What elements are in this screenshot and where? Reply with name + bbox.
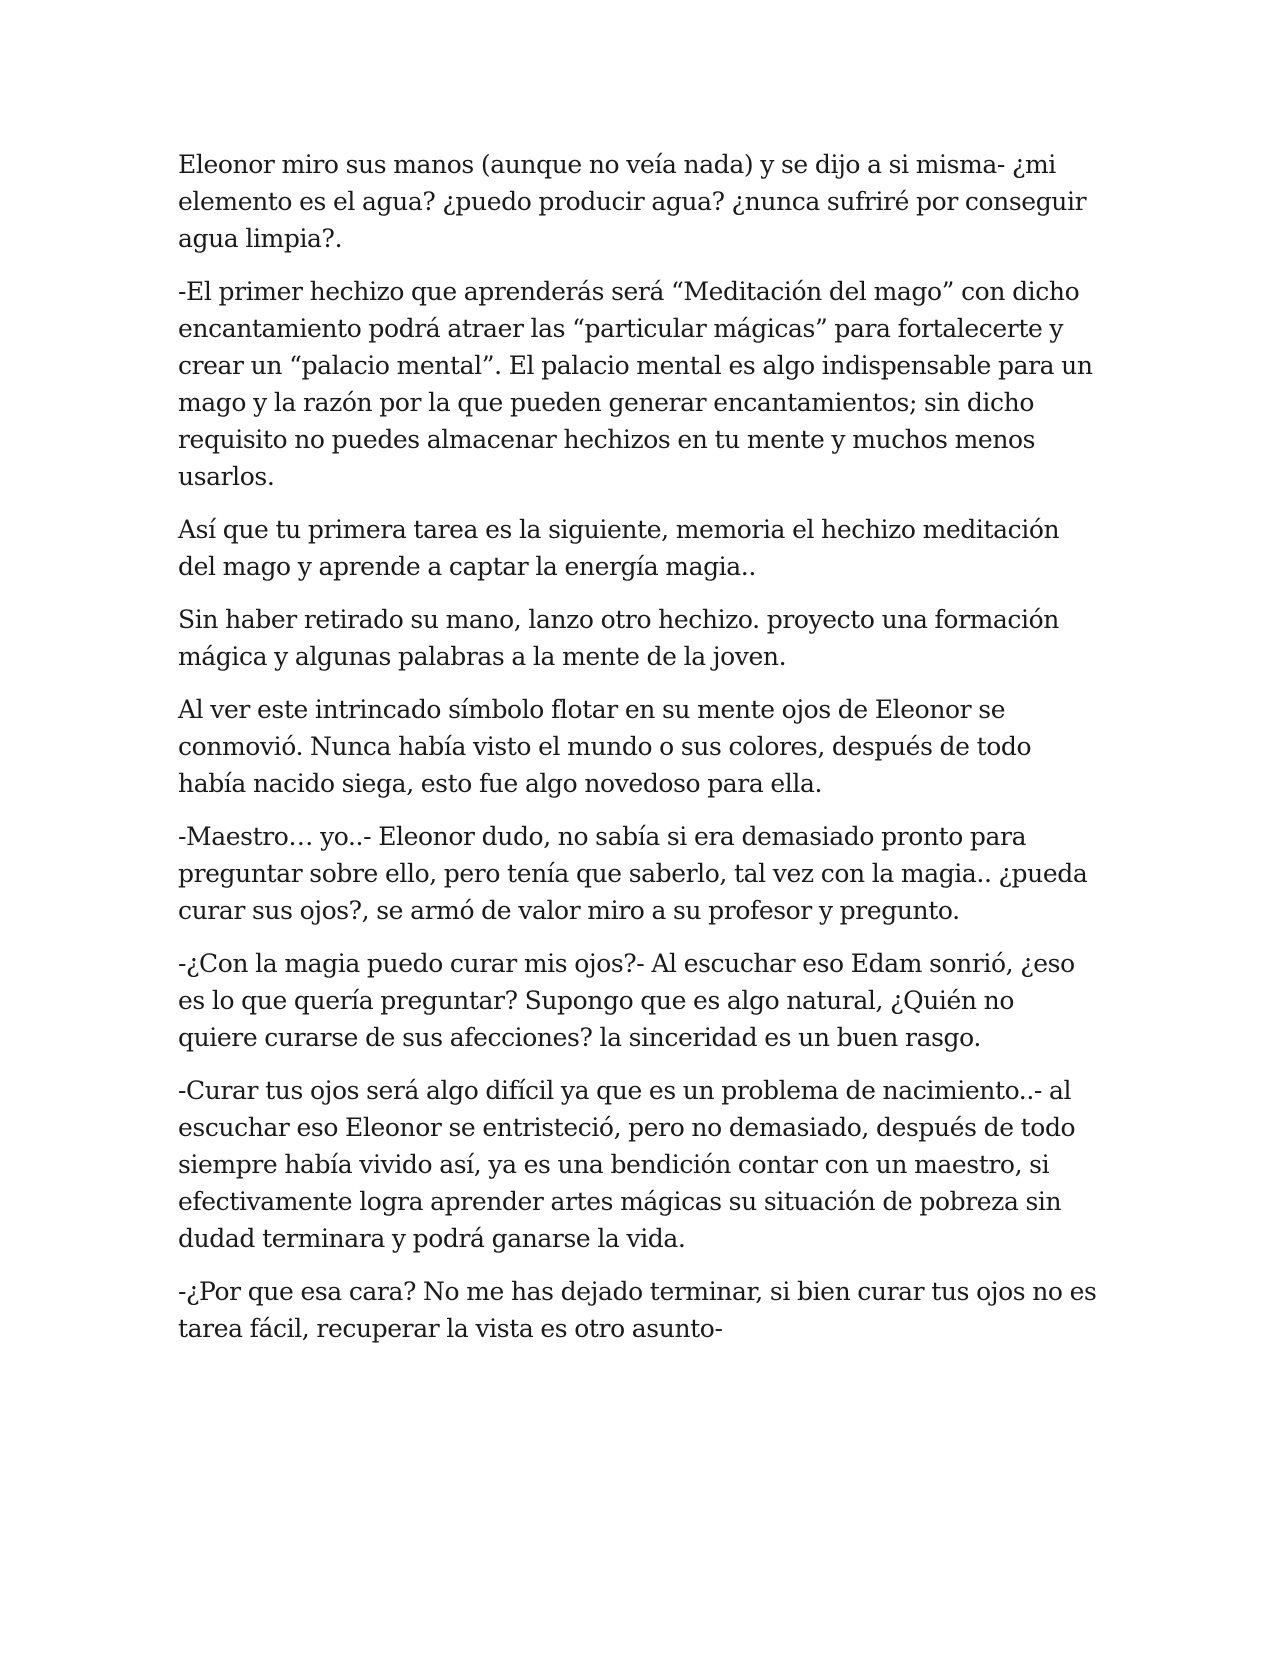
paragraph: -El primer hechizo que aprenderás será “Meditación del mago” con dicho encantamiento podrá atraer las “particular mágicas” para fortalecerte y crear un “palacio mental”. El palacio mental es algo indispensable para un mago y la razón por la que pueden generar encantamientos; sin dicho requisito no puedes almacenar hechizos en tu mente y muchos menos usarlos. [178, 277, 1093, 491]
paragraph: Así que tu primera tarea es la siguiente, memoria el hechizo meditación del mago y aprende a captar la energía magia.. [178, 515, 1060, 581]
document-body [178, 146, 1098, 1363]
paragraph: -¿Por que esa cara? No me has dejado terminar, si bien curar tus ojos no es tarea fácil, recuperar la vista es otro asunto- [178, 1277, 1097, 1343]
paragraph: Sin haber retirado su mano, lanzo otro hechizo. proyecto una formación mágica y algunas palabras a la mente de la joven. [178, 605, 1059, 671]
paragraph: -¿Con la magia puedo curar mis ojos?- Al escuchar eso Edam sonrió, ¿eso es lo que quería preguntar? Supongo que es algo natural, ¿Quién no quiere curarse de sus afecciones? la sinceridad es un buen rasgo. [178, 949, 1075, 1052]
paragraph: Al ver este intrincado símbolo flotar en su mente ojos de Eleonor se conmovió. Nunca había visto el mundo o sus colores, después de todo había nacido siega, esto fue algo novedoso para ella. [178, 695, 1032, 798]
paragraph: -Curar tus ojos será algo difícil ya que es un problema de nacimiento..- al escuchar eso Eleonor se entristeció, pero no demasiado, después de todo siempre había vivido así, ya es una bendición contar con un maestro, si efectivamente logra aprender artes mágicas su situación de pobreza sin dudad terminara y podrá ganarse la vida. [178, 1076, 1076, 1253]
paragraph: -Maestro… yo..- Eleonor dudo, no sabía si era demasiado pronto para preguntar sobre ello, pero tenía que saberlo, tal vez con la magia.. ¿pueda curar sus ojos?, se armó de valor miro a su profesor y pregunto. [178, 822, 1088, 925]
paragraph: Eleonor miro sus manos (aunque no veía nada) y se dijo a si misma- ¿mi elemento es el agua? ¿puedo producir agua? ¿nunca sufriré por conseguir agua limpia?. [178, 150, 1087, 253]
